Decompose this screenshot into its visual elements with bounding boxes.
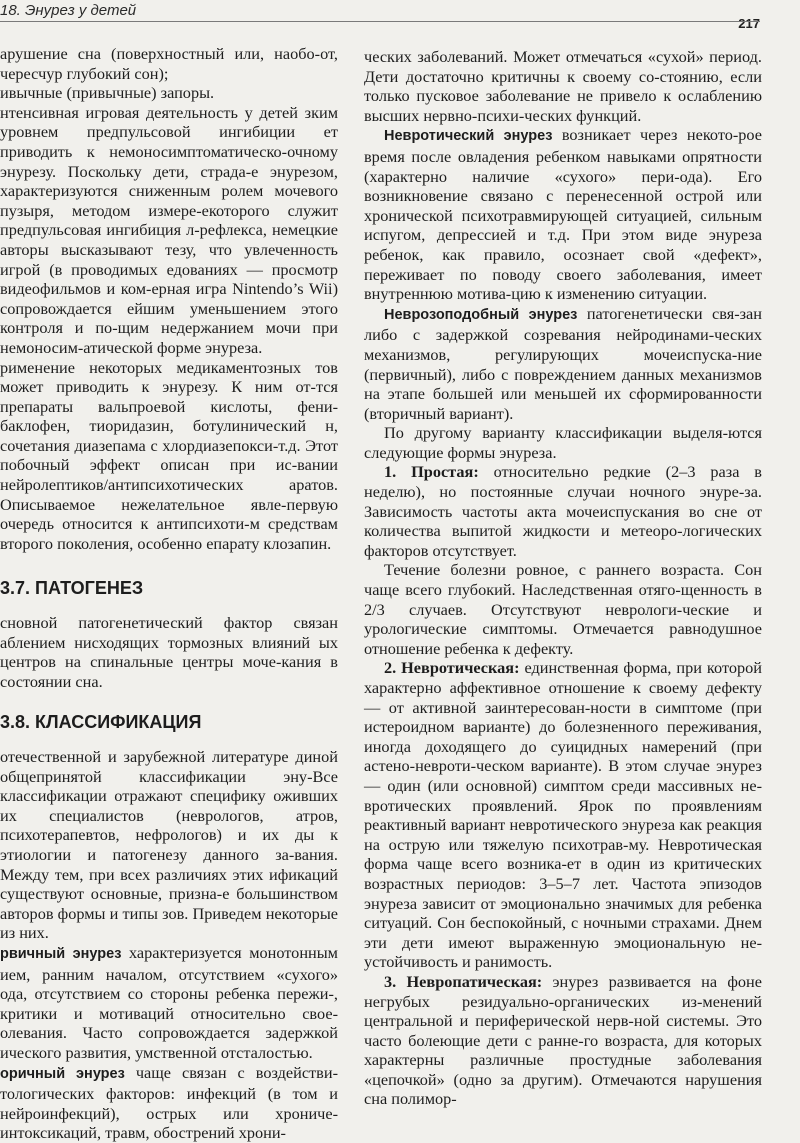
form-label-simple: 1. Простая: [384, 462, 479, 482]
form-neuropathic [364, 972, 762, 1109]
paragraph: нтенсивная игровая деятельность у детей зким уровнем предпульсовой ингибиции ет приводить к немоносимптоматическо-очному энурезу. Поскольку дети, страда-е энурезом, характеризуются сниженным ролем мочевого пузыря, методом измере-екоторого служит предпульсовая ингибиция л-рефлекса, немецкие авторы высказывают тезу, что увлеченность игрой (в проводимых едованиях — просмотр видеофильмов и ком-ерная игра Nintendo’s Wii) сопровождается ейшим уменьшением этого контроля и по-щим недержанием мочи при немоносим-атической форме энуреза. [0, 102, 338, 357]
section-heading-pathogenesis: 3.7. ПАТОГЕНЕЗ [0, 578, 144, 599]
term-primary-enuresis: рвичный энурез [0, 945, 122, 962]
paragraph: отечественной и зарубежной литературе диной общепринятой классификации эну-Все классификации отражают специфику оживших их специалистов (неврологов, атров, психотерапевтов, нефрологов) и их ды к этиологии и патогенезу данного за-вания. Между тем, при всех различиях этих ификаций существуют основные, призна-е большинством авторов формы и типы зов. Приведем некоторые из них. [0, 747, 338, 943]
paragraph: рименение некоторых медикаментозных тов может приводить к энурезу. К ним от-тся препараты вальпроевой кислоты, фени-баклофен, тиоридазин, ботулинический н, сочетания диазепама с хлордиазепокси-т.д. Этот побочный эффект описан при ис-вании нейролептиков/антипсихотических аратов. Описываемое нежелательное явле-первую очередь относится к антипсихоти-м средствам второго поколения, особенно епарату клозапин. [0, 357, 338, 553]
paragraph: Течение болезни ровное, с раннего возраста. Сон чаще всего глубокий. Наследственная отяго-щенность в 2/3 случаев. Отсутствуют неврологи-ческие и урологические симптомы. Отмечается равнодушное отношение ребенка к дефекту. [364, 560, 762, 658]
paragraph: ческих заболеваний. Может отмечаться «сухой» период. Дети достаточно критичны к своему со-стоянию, если только пусковое заболевание не привело к ослаблению высших нервно-психи-ческих функций. [364, 47, 762, 125]
secondary-enuresis-text: чаще связан с воздействи-тологических факторов: инфекций (в том и нейроинфекций), острых или хрониче-интоксикаций, травм, обострений хрони- [0, 1062, 338, 1143]
form-text-neuropathic: энурез развивается на фоне негрубых резидуально-органических из-менений центральной и периферической нерв-ной системы. Это часто болеющие дети с ранне-го возраста, для которых характерны различные простудные заболевания «цепочкой» (одно за другим). Отмечаются нарушения сна полимор- [364, 971, 762, 1109]
form-label-neuropathic: 3. Невропатическая: [384, 971, 543, 991]
form-simple [364, 462, 762, 560]
chapter-title: 18. Энурез у детей [0, 2, 137, 19]
term-neurosis-like-enuresis: Неврозоподобный энурез [384, 306, 578, 323]
paragraph-neurotic-enuresis [364, 125, 762, 303]
section-heading-classification: 3.8. КЛАССИФИКАЦИЯ [0, 712, 202, 733]
form-text-neurotic: единственная форма, при которой характерно аффективное отношение к своему дефекту — от активной заинтересован-ности в симптоме (при истероидном варианте) до болезненного переживания, иногда доходящего до суицидных намерений (при астено-невроти-ческом варианте). В этом случае энурез — один (или основной) симптом среди массивных не-вротических проявлений. Ярок по проявлениям реактивный вариант невротического энуреза как реакция на острую или тяжелую психотрав-му. Невротическая форма чаще всего возника-ет в один из критических возрастных периодов: 3–5–7 лет. Частота эпизодов энуреза зависит от эмоционально значимых для ребенка ситуаций. Сон беспокойный, с ночными страхами. Днем эти дети имеют выраженную эмоциональную не-устойчивость и ранимость. [364, 658, 762, 972]
left-column [0, 44, 338, 1143]
neurosis-like-enuresis-text: патогенетически свя-зан либо с задержкой созревания нейродинами-ческих механизмов, регулирующих мочеиспуска-ние (первичный), либо с повреждением данных механизмов на этапе большей или меньшей их сформированности (вторичный вариант). [364, 303, 762, 423]
paragraph: ивычные (привычные) запоры. [0, 83, 215, 103]
form-neurotic [364, 658, 762, 972]
paragraph-secondary-enuresis [0, 1063, 338, 1143]
paragraph-neurosis-like-enuresis [364, 304, 762, 424]
term-secondary-enuresis: оричный энурез [0, 1065, 125, 1082]
page-number: 217 [738, 16, 760, 31]
paragraph: арушение сна (поверхностный или, наобо-от, чересчур глубокий сон); [0, 44, 338, 83]
paragraph: сновной патогенетический фактор связан аблением нисходящих тормозных влияний ых центров на спинальные центры моче-кания в состоянии сна. [0, 613, 338, 691]
term-neurotic-enuresis: Невротический энурез [384, 128, 553, 145]
header-rule [0, 21, 760, 22]
form-text-simple: относительно редкие (2–3 раза в неделю), но постоянные случаи ночного энуре-за. Зависимость частоты акта мочеиспускания во сне от количества выпитой жидкости и метеоро-логических факторов отсутствует. [364, 462, 762, 560]
neurotic-enuresis-text: возникает через некото-рое время после овладения ребенком навыками опрятности (характерно наличие «сухого» пери-ода). Его возникновение связано с перенесенной острой или хронической психотравмирующей ситуацией, сильным испугом, депрессией и т.д. При этом виде энуреза ребенок, как правило, осознает свой «дефект», переживает по поводу своего заболевания, имеет внутреннюю мотива-цию к изменению ситуации. [364, 125, 762, 304]
page-header [0, 0, 800, 31]
right-column [364, 47, 762, 1109]
primary-enuresis-text: характеризуется монотонным ием, ранним началом, отсутствием «сухого» ода, отсутствием со стороны ребенка пережи-, критики и мотиваций относительно свое-олевания. Часто сопровождается задержкой ического развития, умственной отсталостью. [0, 942, 338, 1062]
paragraph-primary-enuresis [0, 943, 338, 1063]
paragraph: По другому варианту классификации выделя-ются следующие формы энуреза. [364, 423, 762, 462]
form-label-neurotic: 2. Невротическая: [384, 658, 520, 678]
